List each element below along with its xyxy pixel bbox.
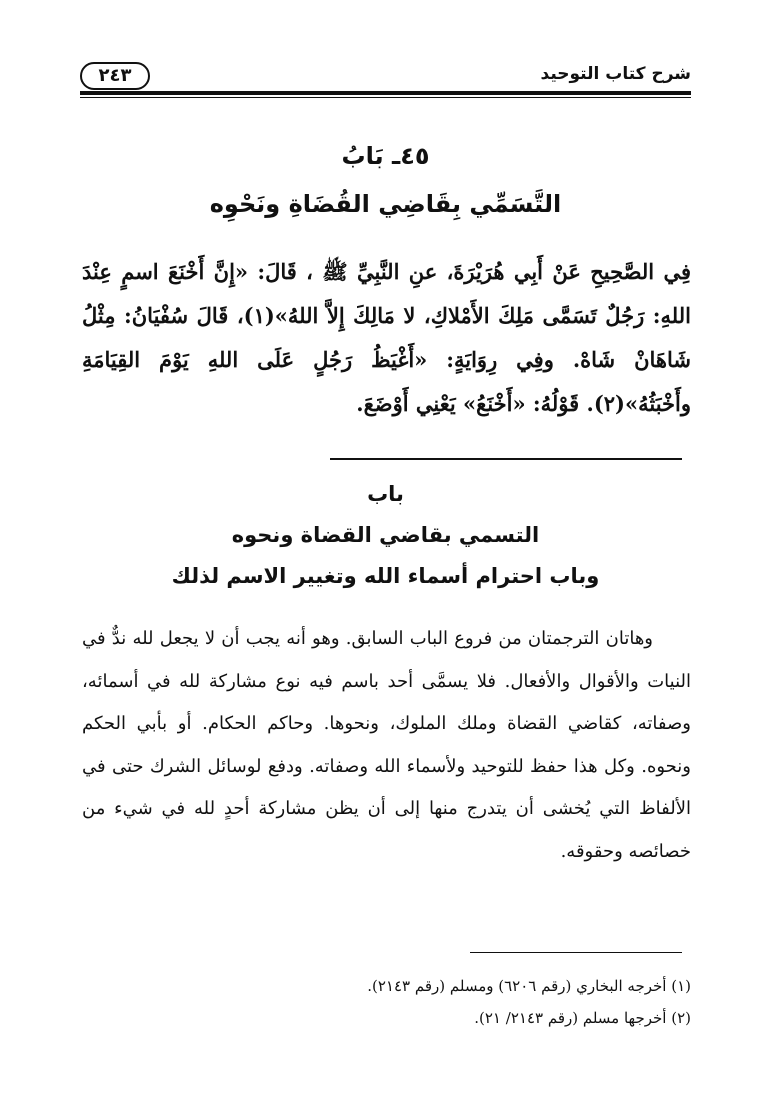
header-rule-thin xyxy=(80,97,691,98)
commentary-heading-title: التسمي بقاضي القضاة ونحوه xyxy=(231,523,540,547)
hadith-text: فِي الصَّحِيحِ عَنْ أَبِي هُرَيْرَةَ، عنِ النَّبِيِّ ﷺ ، قَالَ: «إِنَّ أَخْنَعَ اسمٍ عِنْدَ اللهِ: رَجُلٌ تَسَمَّى مَلِكَ الأَمْلاكِ، لا مَالِكَ إِلاَّ اللهُ»(١)، قَالَ سُفْيَانُ: مِثْلُ شَاهَانْ شَاهْ. وفِي رِوَايَةٍ: «أَغْيَظُ رَجُلٍ عَلَى اللهِ يَوْمَ القِيَامَةِ وأَخْبَثُهُ»(٢). قَوْلُهُ: «أَخْنَعُ» يَعْنِي أَوْضَعَ. xyxy=(82,259,691,416)
page-number: ٢٤٣ xyxy=(80,62,150,90)
footnotes xyxy=(82,970,691,1034)
running-title: شرح كتاب التوحيد xyxy=(540,64,691,84)
footnote-2: (٢) أخرجها مسلم (رقم ٢١٤٣/ ٢١). xyxy=(474,1009,691,1027)
commentary-heading-subtitle: وباب احترام أسماء الله وتغيير الاسم لذلك xyxy=(171,564,600,588)
header-rule-thick xyxy=(80,91,691,95)
section-divider xyxy=(330,458,682,460)
footnote-1: (١) أخرجه البخاري (رقم ٦٢٠٦) ومسلم (رقم ٢١٤٣). xyxy=(367,977,691,995)
commentary-heading-bab: باب xyxy=(367,482,404,506)
chapter-number-heading: ٤٥ـ بَابُ xyxy=(341,142,430,170)
commentary-paragraph: وهاتان الترجمتان من فروع الباب السابق. وهو أنه يجب أن لا يجعل لله ندٌّ في النيات والأقوال والأفعال. فلا يسمَّى أحد باسم فيه نوع مشاركة لله في أسمائه، وصفاته، كقاضي القضاة وملك الملوك، ونحوها. وحاكم الحكام. أو بأبي الحكم ونحوه. وكل هذا حفظ للتوحيد ولأسماء الله وصفاته. ودفع لوسائل الشرك حتى في الألفاظ التي يُخشى أن يتدرج منها إلى أن يظن مشاركة أحدٍ لله في شيء من خصائصه وحقوقه. xyxy=(82,628,691,862)
page-header xyxy=(80,58,691,98)
footnote-divider xyxy=(470,952,682,953)
chapter-title: التَّسَمِّي بِقَاضِي القُضَاةِ ونَحْوِه xyxy=(209,190,562,218)
